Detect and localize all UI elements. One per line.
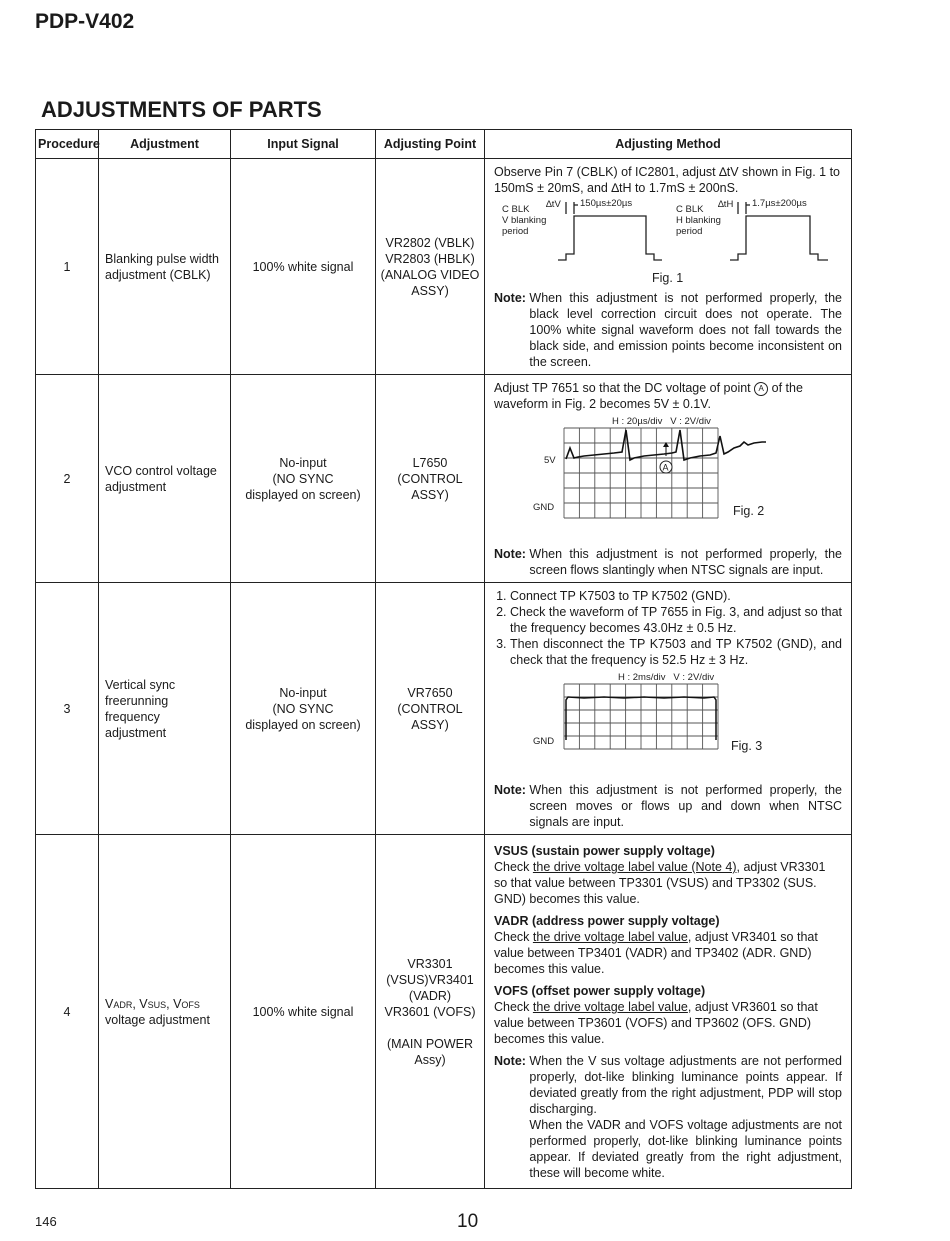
fig-3-waveform-scope [494, 668, 842, 778]
fig1-caption: Fig. 1 [652, 271, 684, 285]
input-signal: 100% white signal [231, 159, 376, 375]
note-text: When this adjustment is not performed properly, the screen flows slantingly when NTSC signals are input. [529, 547, 842, 577]
vadr-heading: VADR (address power supply voltage) [494, 914, 720, 928]
input-signal-line: No-input [279, 685, 327, 700]
point-a-marker: A [754, 382, 768, 396]
fig2-gnd-label: GND [533, 502, 555, 513]
fig1-right-label-3: period [676, 226, 703, 237]
procedure-number: 1 [36, 159, 99, 375]
vadr-text: Check the drive voltage label value, adjust VR3401 so that value between TP3401 (VADR) and TP3402 (ADR. GND) becomes this value. [494, 930, 818, 976]
column-header-procedure: Procedure [36, 130, 99, 159]
adjusting-point-line: (ANALOG VIDEO [380, 267, 480, 282]
fig1-right-waveform [730, 216, 828, 260]
fig1-left-label-3: period [502, 226, 529, 237]
table-row [36, 835, 852, 1189]
adjusting-point-line: (MAIN POWER [386, 1036, 474, 1051]
procedure-step: 1. Connect TP K7503 to TP K7502 (GND). [510, 588, 842, 604]
fig1-right-width: 1.7µs±200µs [752, 198, 807, 209]
note-label: Note [494, 547, 522, 561]
adjusting-point-line: L7650 [412, 455, 448, 470]
adjusting-point [376, 835, 485, 1189]
adjustment-name: Blanking pulse width adjustment (CBLK) [99, 159, 231, 375]
procedure-number: 2 [36, 375, 99, 583]
table-header-row [36, 130, 852, 159]
fig2-point-a: A [662, 462, 669, 473]
adjustment-name-line: frequency [105, 709, 160, 724]
adjusting-point-line: (VSUS)VR3401 [386, 972, 474, 987]
note: Note : When this adjustment is not performed properly, the screen moves or flows up and down when NTSC signals are input. [494, 783, 842, 829]
adjustment-name-line: Vertical sync [105, 677, 176, 692]
adjusting-point-line: VR7650 [407, 685, 453, 700]
adjustment-name-line: freerunning [105, 693, 169, 708]
adjusting-point-line: VR2803 (HBLK) [385, 251, 475, 266]
table-row [36, 375, 852, 583]
fig1-left-label-1: C BLK [502, 204, 530, 215]
column-header-adjusting-point: Adjusting Point [376, 130, 485, 159]
fig3-caption: Fig. 3 [731, 739, 763, 753]
note-text: When this adjustment is not performed properly, the black level correction circuit does not operate. The 100% white signal waveform does not fall towards the black side, and emission points become inconsistent on the screen. [529, 291, 842, 369]
note-label: Note [494, 783, 522, 797]
column-header-adjustment: Adjustment [99, 130, 231, 159]
fig1-left-waveform [558, 216, 662, 260]
section-title: ADJUSTMENTS OF PARTS [41, 97, 322, 122]
adjusting-point [376, 583, 485, 835]
table-row [36, 159, 852, 375]
adjusting-point-line: VR3601 (VOFS) [384, 1004, 476, 1019]
vsus-label-reference: the drive voltage label value (Note 4) [532, 860, 737, 874]
procedure-step: 2. Check the waveform of TP 7655 in Fig. 3, and adjust so that the frequency becomes 43.0Hz ± 0.5 Hz. [510, 604, 842, 636]
adjustment-name [99, 835, 231, 1189]
fig2-caption: Fig. 2 [733, 504, 765, 518]
column-header-adjusting-method: Adjusting Method [485, 130, 852, 159]
adjustment-name-voltages: Vadr, Vsus, Vofs [105, 996, 200, 1011]
adjustment-name-line: adjustment [105, 725, 167, 740]
input-signal [231, 375, 376, 583]
fig1-left-width: 150µs±20µs [580, 198, 633, 209]
adjusting-method [485, 159, 852, 375]
fig1-left-label-2: V blanking [502, 215, 547, 226]
input-signal-line: No-input [279, 455, 327, 470]
note-text-vsus: When the V sus voltage adjustments are not performed properly, dot-like blinking luminance points appear. If deviated greatly from the right adjustment, PDP will stop discharging. [529, 1054, 842, 1116]
fig-2-waveform-scope [494, 412, 842, 542]
adjusting-point [376, 375, 485, 583]
adjusting-point-line: (VADR) [408, 988, 452, 1003]
input-signal [231, 583, 376, 835]
adjustment-name [99, 583, 231, 835]
procedure-number: 4 [36, 835, 99, 1189]
adjustment-name: VCO control voltage adjustment [99, 375, 231, 583]
adjusting-method [485, 835, 852, 1189]
adjusting-point-line: Assy) [414, 1052, 446, 1067]
input-signal-line: displayed on screen) [245, 717, 361, 732]
adjustments-table [35, 129, 852, 1189]
method-text [494, 380, 842, 412]
vsus-text: Check the drive voltage label value (Note 4), adjust VR3301 so that value between TP3301 (VSUS) and TP3302 (SUS. GND) becomes this value. [494, 860, 826, 906]
note-text-vadr-vofs: When the VADR and VOFS voltage adjustments are not performed properly, dot-like blinking luminance points appear. If deviated greatly from the right adjustment, these will become white. [529, 1118, 842, 1180]
page-number-center: 10 [457, 1211, 479, 1232]
method-text-before: Adjust TP 7651 so that the DC voltage of point [494, 381, 751, 395]
adjusting-point-line: VR2802 (VBLK) [385, 235, 475, 250]
input-signal-line: displayed on screen) [245, 487, 361, 502]
procedure-number: 3 [36, 583, 99, 835]
note: Note : When this adjustment is not performed properly, the screen flows slantingly when NTSC signals are input. [494, 547, 842, 577]
procedure-step: 3. Then disconnect the TP K7503 and TP K7502 (GND), and check that the frequency is 52.5 Hz ± 3 Hz. [510, 636, 842, 668]
note: Note : When this adjustment is not performed properly, the black level correction circuit does not operate. The 100% white signal waveform does not fall towards the black side, and emission points become inconsistent on the screen. [494, 291, 842, 369]
fig3-scale: H : 2ms/div V : 2V/div [618, 672, 715, 683]
adjusting-point-line: ASSY) [411, 717, 449, 732]
method-text-after: of the waveform in Fig. 2 becomes 5V ± 0.1V. [494, 381, 803, 411]
model-number: PDP-V402 [35, 10, 135, 33]
fig3-gnd-label: GND [533, 736, 555, 747]
vofs-label-reference: the drive voltage label value [532, 1000, 688, 1014]
vadr-label-reference: the drive voltage label value [532, 930, 688, 944]
input-signal-line: (NO SYNC [272, 471, 334, 486]
adjustment-name-line: voltage adjustment [105, 1012, 210, 1027]
fig2-scale: H : 20µs/div V : 2V/div [612, 416, 711, 427]
adjusting-point-line: (CONTROL [397, 471, 463, 486]
adjusting-point-line: (CONTROL [397, 701, 463, 716]
fig1-right-delta: ∆tH [718, 199, 734, 210]
adjusting-point [376, 159, 485, 375]
fig-1-blanking-diagram [494, 196, 842, 286]
method-text: Observe Pin 7 (CBLK) of IC2801, adjust ∆tV shown in Fig. 1 to 150mS ± 20mS, and ∆tH to 1.7mS ± 200nS. [494, 165, 841, 195]
page-number-left: 146 [35, 1214, 57, 1229]
note-text: When this adjustment is not performed properly, the screen moves or flows up and down when NTSC signals are input. [529, 783, 842, 829]
fig1-right-label-2: H blanking [676, 215, 721, 226]
fig1-left-delta: ∆tV [546, 199, 561, 210]
note-label: Note [494, 291, 522, 305]
adjusting-point-line: ASSY) [411, 487, 449, 502]
note-label: Note [494, 1054, 522, 1068]
adjusting-point-line: VR3301 [407, 956, 453, 971]
table-row [36, 583, 852, 835]
adjusting-point-line: ASSY) [411, 283, 449, 298]
vofs-heading: VOFS (offset power supply voltage) [494, 984, 706, 998]
input-signal: 100% white signal [231, 835, 376, 1189]
fig1-right-label-1: C BLK [676, 204, 704, 215]
note: Note : When the V sus voltage adjustments are not performed properly, dot-like blinking luminance points appear. If deviated greatly from the right adjustment, PDP will stop discharging. When the VADR and VOFS voltage adjustments are not performed properly, dot-like blinking luminance points appear. If deviated greatly from the right adjustment, these will become white. [494, 1054, 842, 1180]
vsus-heading: VSUS (sustain power supply voltage) [494, 844, 715, 858]
fig2-5v-label: 5V [544, 455, 556, 466]
adjusting-method [485, 583, 852, 835]
procedure-steps [494, 588, 842, 668]
column-header-input-signal: Input Signal [231, 130, 376, 159]
adjusting-method [485, 375, 852, 583]
input-signal-line: (NO SYNC [272, 701, 334, 716]
vofs-text: Check the drive voltage label value, adjust VR3601 so that value between TP3601 (VOFS) and TP3602 (OFS. GND) becomes this value. [494, 1000, 818, 1046]
